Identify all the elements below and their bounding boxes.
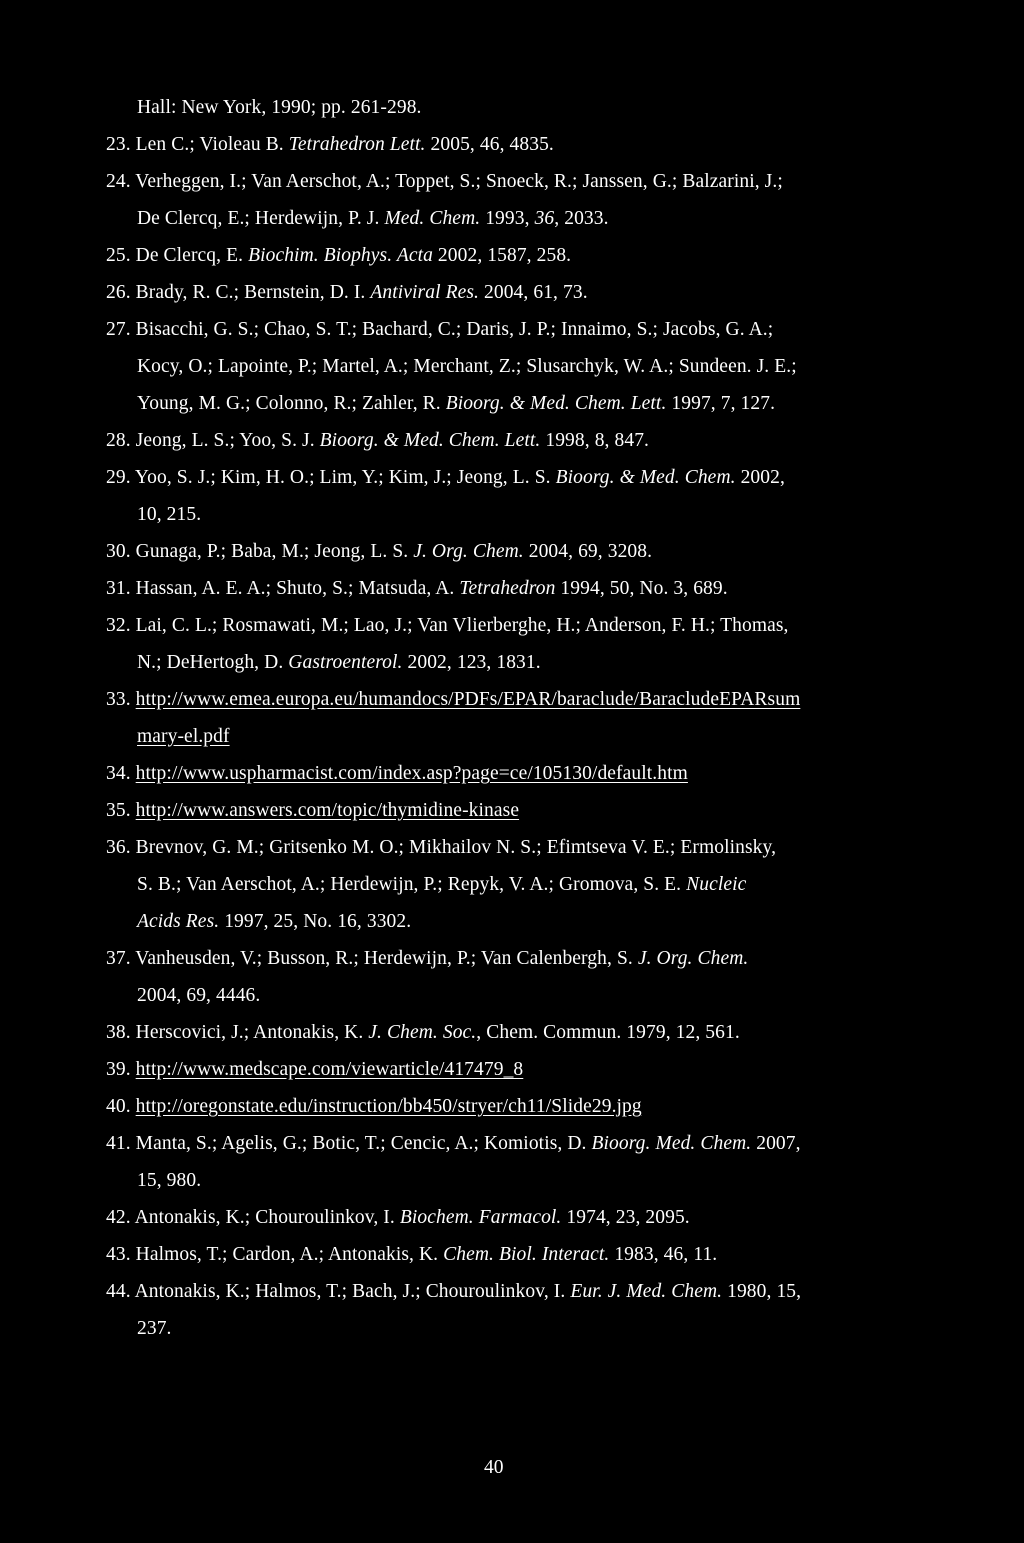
reference-text: 31. Hassan, A. E. A.; Shuto, S.; Matsuda, A. (106, 578, 460, 599)
reference-url-link[interactable]: http://oregonstate.edu/instruction/bb450/stryer/ch11/Slide29.jpg (135, 1096, 642, 1117)
journal-title: J. Org. Chem. (637, 948, 749, 969)
reference-url-link[interactable]: http://www.medscape.com/viewarticle/417479_8 (135, 1059, 524, 1080)
reference-text: 35. (106, 800, 136, 821)
reference-line (106, 688, 800, 712)
reference-text: 34. (106, 763, 136, 784)
reference-url-link[interactable]: http://www.uspharmacist.com/index.asp?page=ce/105130/default.htm (135, 763, 688, 784)
journal-title: Biochem. Farmacol. (399, 1207, 562, 1228)
reference-line (106, 429, 649, 453)
reference-line (106, 577, 728, 601)
reference-line (137, 873, 746, 897)
reference-text: 1997, 7, 127. (666, 393, 776, 414)
reference-line (106, 170, 783, 194)
reference-text: 33. (106, 689, 136, 710)
reference-text: 1983, 46, 11. (609, 1244, 718, 1265)
journal-title: Biochim. Biophys. Acta (248, 245, 433, 266)
reference-text: 44. Antonakis, K.; Halmos, T.; Bach, J.; Chouroulinkov, I. (106, 1281, 571, 1302)
reference-text: Hall: New York, 1990; pp. 261-298. (137, 97, 422, 118)
reference-text: 15, 980. (137, 1170, 202, 1191)
reference-line (137, 910, 411, 934)
reference-text: 39. (106, 1059, 136, 1080)
reference-line (106, 799, 519, 823)
journal-title: Bioorg. & Med. Chem. (555, 467, 736, 488)
reference-text: 2002, (735, 467, 785, 488)
reference-line (137, 1317, 172, 1341)
reference-line (106, 1058, 523, 1082)
reference-text: 30. Gunaga, P.; Baba, M.; Jeong, L. S. (106, 541, 414, 562)
journal-title: Bioorg. & Med. Chem. Lett. (445, 393, 667, 414)
reference-text: 2004, 61, 73. (479, 282, 588, 303)
journal-title: 36 (534, 208, 555, 229)
reference-line (137, 1169, 201, 1193)
reference-line (106, 1021, 740, 1045)
journal-title: Tetrahedron Lett. (288, 134, 426, 155)
reference-url-link[interactable]: mary-el.pdf (137, 726, 230, 747)
reference-text: 25. De Clercq, E. (106, 245, 249, 266)
reference-text: 2004, 69, 4446. (137, 985, 261, 1006)
reference-line (137, 207, 609, 231)
reference-text: 2002, 1587, 258. (432, 245, 572, 266)
reference-line (106, 540, 652, 564)
reference-line (106, 1206, 690, 1230)
reference-line (106, 947, 748, 971)
reference-text: 1980, 15, (722, 1281, 802, 1302)
reference-line (106, 762, 688, 786)
reference-text: S. B.; Van Aerschot, A.; Herdewijn, P.; Repyk, V. A.; Gromova, S. E. (137, 874, 687, 895)
reference-text: 2007, (751, 1133, 801, 1154)
reference-line (137, 984, 260, 1008)
reference-text: 27. Bisacchi, G. S.; Chao, S. T.; Bachard, C.; Daris, J. P.; Innaimo, S.; Jacobs, G. A.; (106, 319, 774, 340)
reference-line (106, 1280, 801, 1304)
reference-text: 28. Jeong, L. S.; Yoo, S. J. (106, 430, 320, 451)
journal-title: Bioorg. Med. Chem. (591, 1133, 752, 1154)
reference-text: 23. Len C.; Violeau B. (106, 134, 289, 155)
reference-line (106, 466, 785, 490)
reference-line (106, 1132, 801, 1156)
reference-text: Kocy, O.; Lapointe, P.; Martel, A.; Merchant, Z.; Slusarchyk, W. A.; Sundeen. J. E.; (137, 356, 797, 377)
reference-text: 1998, 8, 847. (540, 430, 650, 451)
reference-line (106, 614, 789, 638)
journal-title: Gastroenterol. (288, 652, 403, 673)
reference-text: 37. Vanheusden, V.; Busson, R.; Herdewijn, P.; Van Calenbergh, S. (106, 948, 638, 969)
journal-title: Tetrahedron (459, 578, 556, 599)
journal-title: J. Org. Chem. (413, 541, 524, 562)
reference-text: 42. Antonakis, K.; Chouroulinkov, I. (106, 1207, 400, 1228)
journal-title: Chem. Biol. Interact. (443, 1244, 610, 1265)
reference-text: 1974, 23, 2095. (561, 1207, 690, 1228)
reference-line (106, 133, 554, 157)
reference-text: 10, 215. (137, 504, 202, 525)
reference-text: 26. Brady, R. C.; Bernstein, D. I. (106, 282, 371, 303)
journal-title: Nucleic (686, 874, 747, 895)
reference-line (106, 1243, 717, 1267)
reference-text: 40. (106, 1096, 136, 1117)
reference-line (137, 651, 541, 675)
reference-text: 36. Brevnov, G. M.; Gritsenko M. O.; Mikhailov N. S.; Efimtseva V. E.; Ermolinsky, (106, 837, 777, 858)
journal-title: J. Chem. Soc. (368, 1022, 477, 1043)
reference-line (106, 244, 571, 268)
reference-text: , 2033. (554, 208, 609, 229)
journal-title: Antiviral Res. (370, 282, 480, 303)
reference-line (106, 1095, 642, 1119)
reference-url-link[interactable]: http://www.emea.europa.eu/humandocs/PDFs/EPAR/baraclude/BaracludeEPARsum (135, 689, 801, 710)
journal-title: Acids Res. (137, 911, 220, 932)
reference-line (137, 503, 201, 527)
reference-text: 237. (137, 1318, 172, 1339)
reference-text: Young, M. G.; Colonno, R.; Zahler, R. (137, 393, 446, 414)
reference-url-link[interactable]: http://www.answers.com/topic/thymidine-kinase (135, 800, 520, 821)
journal-title: Bioorg. & Med. Chem. Lett. (319, 430, 541, 451)
reference-text: 2002, 123, 1831. (402, 652, 541, 673)
reference-line (137, 355, 797, 379)
reference-line (137, 725, 230, 749)
reference-text: 1994, 50, No. 3, 689. (555, 578, 728, 599)
reference-text: 38. Herscovici, J.; Antonakis, K. (106, 1022, 369, 1043)
reference-text: 1993, (480, 208, 535, 229)
reference-line (106, 281, 588, 305)
journal-title: Med. Chem. (384, 208, 481, 229)
reference-line (137, 392, 775, 416)
page-number: 40 (484, 1457, 504, 1478)
reference-text: De Clercq, E.; Herdewijn, P. J. (137, 208, 385, 229)
reference-text: 43. Halmos, T.; Cardon, A.; Antonakis, K. (106, 1244, 444, 1265)
reference-text: 41. Manta, S.; Agelis, G.; Botic, T.; Cencic, A.; Komiotis, D. (106, 1133, 592, 1154)
reference-text: N.; DeHertogh, D. (137, 652, 289, 673)
reference-text: 1997, 25, No. 16, 3302. (219, 911, 412, 932)
reference-text: 2004, 69, 3208. (523, 541, 653, 562)
reference-text: 29. Yoo, S. J.; Kim, H. O.; Lim, Y.; Kim, J.; Jeong, L. S. (106, 467, 556, 488)
reference-text: 2005, 46, 4835. (425, 134, 554, 155)
reference-line (106, 836, 776, 860)
reference-text: , Chem. Commun. 1979, 12, 561. (476, 1022, 740, 1043)
journal-title: Eur. J. Med. Chem. (570, 1281, 723, 1302)
reference-line (106, 318, 773, 342)
reference-text: 32. Lai, C. L.; Rosmawati, M.; Lao, J.; Van Vlierberghe, H.; Anderson, F. H.; Thomas, (106, 615, 789, 636)
reference-line (137, 96, 422, 120)
reference-text: 24. Verheggen, I.; Van Aerschot, A.; Toppet, S.; Snoeck, R.; Janssen, G.; Balzarini, J.; (106, 171, 783, 192)
